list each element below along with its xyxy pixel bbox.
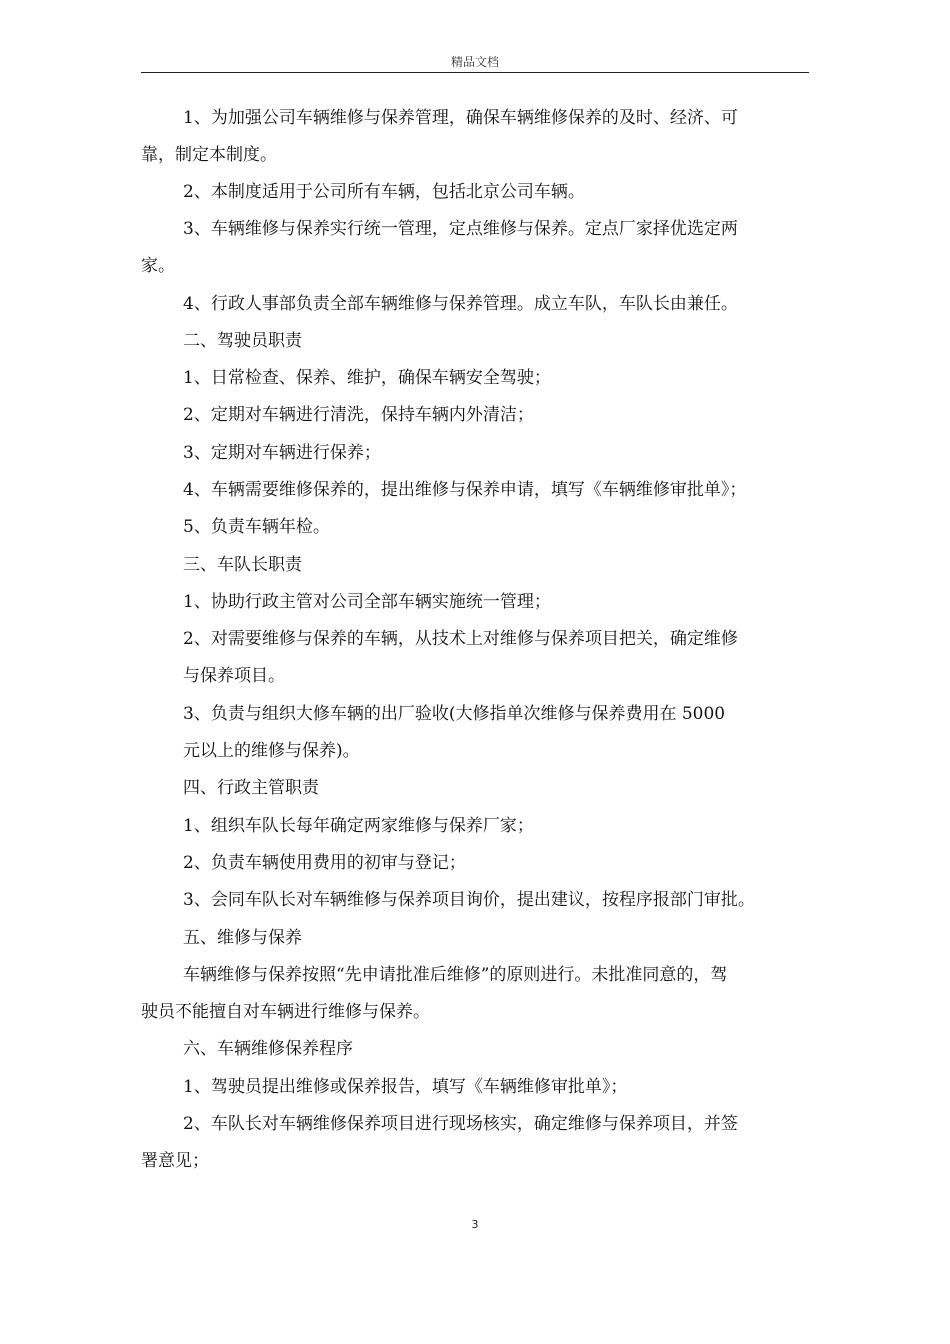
paragraph-line: 靠，制定本制度。 xyxy=(141,145,277,165)
paragraph-line: 1、日常检查、保养、维护，确保车辆安全驾驶； xyxy=(183,368,551,388)
paragraph-line: 2、车队长对车辆维修保养项目进行现场核实，确定维修与保养项目，并签 xyxy=(183,1114,738,1134)
paragraph-line: 署意见； xyxy=(141,1151,209,1171)
paragraph-line: 车辆维修与保养按照“先申请批准后维修”的原则进行。未批准同意的，驾 xyxy=(183,965,728,985)
paragraph-line: 2、本制度适用于公司所有车辆，包括北京公司车辆。 xyxy=(183,182,585,202)
page-number: 3 xyxy=(471,1218,479,1231)
paragraph-line: 家。 xyxy=(141,256,175,276)
paragraph-line: 三、车队长职责 xyxy=(183,555,302,575)
paragraph-line: 1、组织车队长每年确定两家维修与保养厂家； xyxy=(183,816,534,836)
paragraph-line: 3、定期对车辆进行保养； xyxy=(183,443,381,463)
paragraph-line: 六、车辆维修保养程序 xyxy=(183,1039,353,1059)
paragraph-line: 二、驾驶员职责 xyxy=(183,331,302,351)
paragraph-line: 五、维修与保养 xyxy=(183,928,302,948)
paragraph-line: 5、负责车辆年检。 xyxy=(183,517,330,537)
paragraph-line: 2、负责车辆使用费用的初审与登记； xyxy=(183,853,466,873)
paragraph-line: 元以上的维修与保养)。 xyxy=(183,741,360,761)
paragraph-line: 3、负责与组织大修车辆的出厂验收(大修指单次维修与保养费用在 5000 xyxy=(183,704,726,724)
paragraph-line: 四、行政主管职责 xyxy=(183,778,319,798)
paragraph-line: 1、为加强公司车辆维修与保养管理，确保车辆维修保养的及时、经济、可 xyxy=(183,108,738,128)
paragraph-line: 2、对需要维修与保养的车辆，从技术上对维修与保养项目把关，确定维修 xyxy=(183,629,738,649)
paragraph-line: 驶员不能擅自对车辆进行维修与保养。 xyxy=(141,1002,430,1022)
paragraph-line: 3、会同车队长对车辆维修与保养项目询价，提出建议，按程序报部门审批。 xyxy=(183,890,755,910)
paragraph-line: 1、协助行政主管对公司全部车辆实施统一管理； xyxy=(183,592,551,612)
paragraph-line: 与保养项目。 xyxy=(183,666,285,686)
paragraph-line: 4、车辆需要维修保养的，提出维修与保养申请，填写《车辆维修审批单》； xyxy=(183,480,747,500)
page-header: 精品文档 xyxy=(141,54,809,73)
paragraph-line: 3、车辆维修与保养实行统一管理，定点维修与保养。定点厂家择优选定两 xyxy=(183,219,738,239)
paragraph-line: 4、行政人事部负责全部车辆维修与保养管理。成立车队，车队长由兼任。 xyxy=(183,294,738,314)
paragraph-line: 1、驾驶员提出维修或保养报告，填写《车辆维修审批单》； xyxy=(183,1077,628,1097)
paragraph-line: 2、定期对车辆进行清洗，保持车辆内外清洁； xyxy=(183,405,534,425)
